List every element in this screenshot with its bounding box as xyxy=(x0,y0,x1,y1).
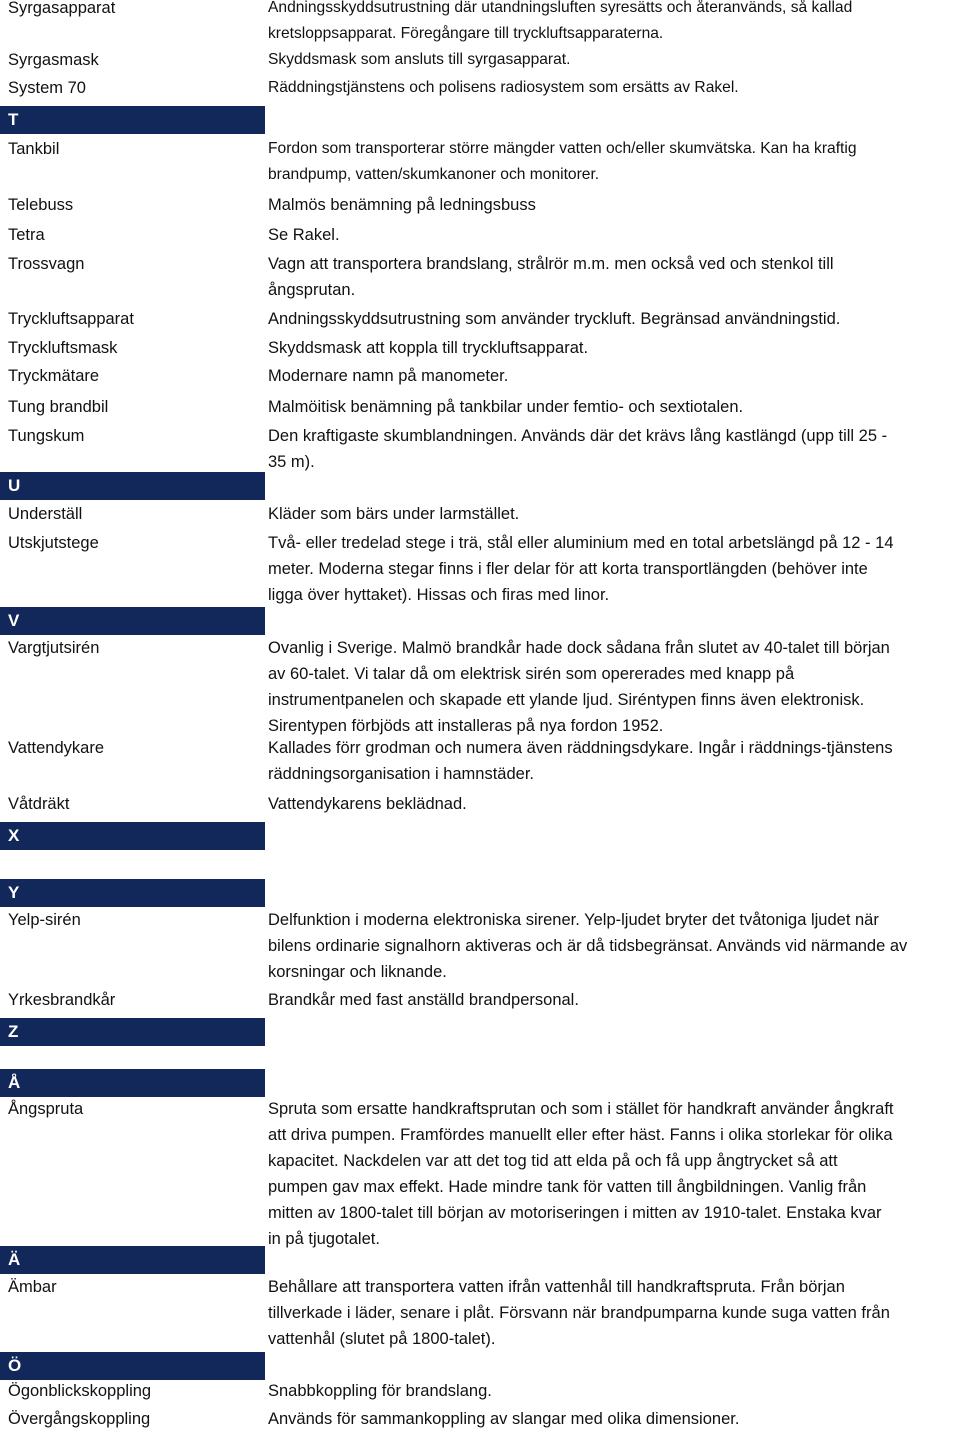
term: Våtdräkt xyxy=(8,795,70,813)
definition: Vagn att transportera brandslang, strålrör m.m. men också ved och stenkol till ångsprutan. xyxy=(268,255,834,299)
section-header-y xyxy=(0,879,265,907)
definition: Spruta som ersatte handkraftsprutan och som i stället för handkraft använder ångkraft att driva pumpen. Framfördes manuellt eller efter häst. Fanns i olika storlekar för olika kapacitet. Nackdelen var att det tog tid att elda på och få upp ångtrycket så att pumpen gav max effekt. Hade mindre tank för vatten till ångbildningen. Vanlig från mitten av 1800-talet till början av motoriseringen i mitten av 1910-talet. Enstaka kvar in på tjugotalet. xyxy=(268,1100,894,1248)
section-letter: T xyxy=(8,110,19,129)
section-letter: Ö xyxy=(8,1356,22,1375)
definition: Två- eller tredelad stege i trä, stål eller aluminium med en total arbetslängd på 12 - 14 meter. Moderna stegar finns i fler delar för att korta transportlängden (behöver inte ligga över hyttaket). Hissas och firas med linor. xyxy=(268,534,894,604)
term: Tungskum xyxy=(8,427,85,445)
term: Trossvagn xyxy=(8,255,85,273)
term: System 70 xyxy=(8,79,86,97)
section-header-v xyxy=(0,607,265,635)
section-header-oe xyxy=(0,1352,265,1380)
definition: Kallades förr grodman och numera även räddningsdykare. Ingår i räddnings-tjänstens räddningsorganisation i hamnstäder. xyxy=(268,739,893,783)
term: Övergångskoppling xyxy=(8,1410,151,1428)
term: Ångspruta xyxy=(8,1100,84,1118)
term: Vargtjutsirén xyxy=(8,639,100,657)
definition: Snabbkoppling för brandslang. xyxy=(268,1382,492,1400)
section-letter: Å xyxy=(8,1073,21,1092)
definition: Kläder som bärs under larmstället. xyxy=(268,505,520,523)
definition: Fordon som transporterar större mängder vatten och/eller skumvätska. Kan ha kraftig brandpump, vatten/skumkanoner och monitorer. xyxy=(268,140,857,183)
term: Vattendykare xyxy=(8,739,105,757)
definition: Används för sammankoppling av slangar med olika dimensioner. xyxy=(268,1410,740,1428)
section-letter: Ä xyxy=(8,1250,21,1269)
term: Tetra xyxy=(8,226,45,244)
definition: Skyddsmask att koppla till tryckluftsapparat. xyxy=(268,339,589,357)
term: Tung brandbil xyxy=(8,398,109,416)
section-header-u xyxy=(0,472,265,500)
section-header-t xyxy=(0,106,265,134)
definition: Ovanlig i Sverige. Malmö brandkår hade dock sådana från slutet av 40-talet till början av 60-talet. Vi talar då om elektrisk sirén som opererades med knapp på instrumentpanelen och skapade ett ylande ljud. Siréntypen finns även elektronisk. Sirentypen förbjöds att installeras på nya fordon 1952. xyxy=(268,639,890,735)
definition: Brandkår med fast anställd brandpersonal. xyxy=(268,991,579,1009)
definition: Delfunktion i moderna elektroniska sirener. Yelp-ljudet bryter det tvåtoniga ljudet när bilens ordinarie signalhorn aktiveras och är då tidsbegränsat. Används vid närmande av korsningar och liknande. xyxy=(268,911,908,981)
definition: Skyddsmask som ansluts till syrgasapparat. xyxy=(268,51,571,68)
definition: Malmös benämning på ledningsbuss xyxy=(268,196,536,214)
section-letter: Y xyxy=(8,883,20,902)
definition: Se Rakel. xyxy=(268,226,340,244)
term: Telebuss xyxy=(8,196,74,214)
term: Ögonblickskoppling xyxy=(8,1382,152,1400)
section-letter: V xyxy=(8,611,20,630)
definition: Behållare att transportera vatten ifrån vattenhål till handkraftspruta. Från början tillverkade i läder, senare i plåt. Försvann när brandpumparna kunde suga vatten från vattenhål (slutet på 1800-talet). xyxy=(268,1278,890,1348)
term: Tryckluftsmask xyxy=(8,339,118,357)
section-letter: X xyxy=(8,826,20,845)
term: Tryckluftsapparat xyxy=(8,310,134,328)
definition: Andningsskyddsutrustning som använder tryckluft. Begränsad användningstid. xyxy=(268,310,841,328)
term: Yelp-sirén xyxy=(8,911,81,929)
term: Utskjutstege xyxy=(8,534,99,552)
definition: Malmöitisk benämning på tankbilar under femtio- och sextiotalen. xyxy=(268,398,744,416)
section-letter: U xyxy=(8,476,21,495)
term: Tryckmätare xyxy=(8,367,100,385)
section-header-x xyxy=(0,822,265,850)
section-letter: Z xyxy=(8,1022,19,1041)
term: Syrgasapparat xyxy=(8,0,116,17)
definition: Vattendykarens beklädnad. xyxy=(268,795,467,813)
section-header-aa xyxy=(0,1069,265,1097)
term: Yrkesbrandkår xyxy=(8,991,116,1009)
term: Syrgasmask xyxy=(8,51,99,69)
definition: Räddningstjänstens och polisens radiosystem som ersätts av Rakel. xyxy=(268,79,739,96)
definition: Andningsskyddsutrustning där utandningsluften syresätts och återanvänds, så kallad kretsloppsapparat. Föregångare till tryckluftsapparaterna. xyxy=(268,0,853,42)
term: Tankbil xyxy=(8,140,60,158)
definition: Den kraftigaste skumblandningen. Används där det krävs lång kastlängd (upp till 25 - 35 m). xyxy=(268,427,888,471)
definition: Modernare namn på manometer. xyxy=(268,367,509,385)
section-header-ae xyxy=(0,1246,265,1274)
term: Ämbar xyxy=(8,1278,57,1296)
term: Underställ xyxy=(8,505,83,523)
section-header-z xyxy=(0,1018,265,1046)
